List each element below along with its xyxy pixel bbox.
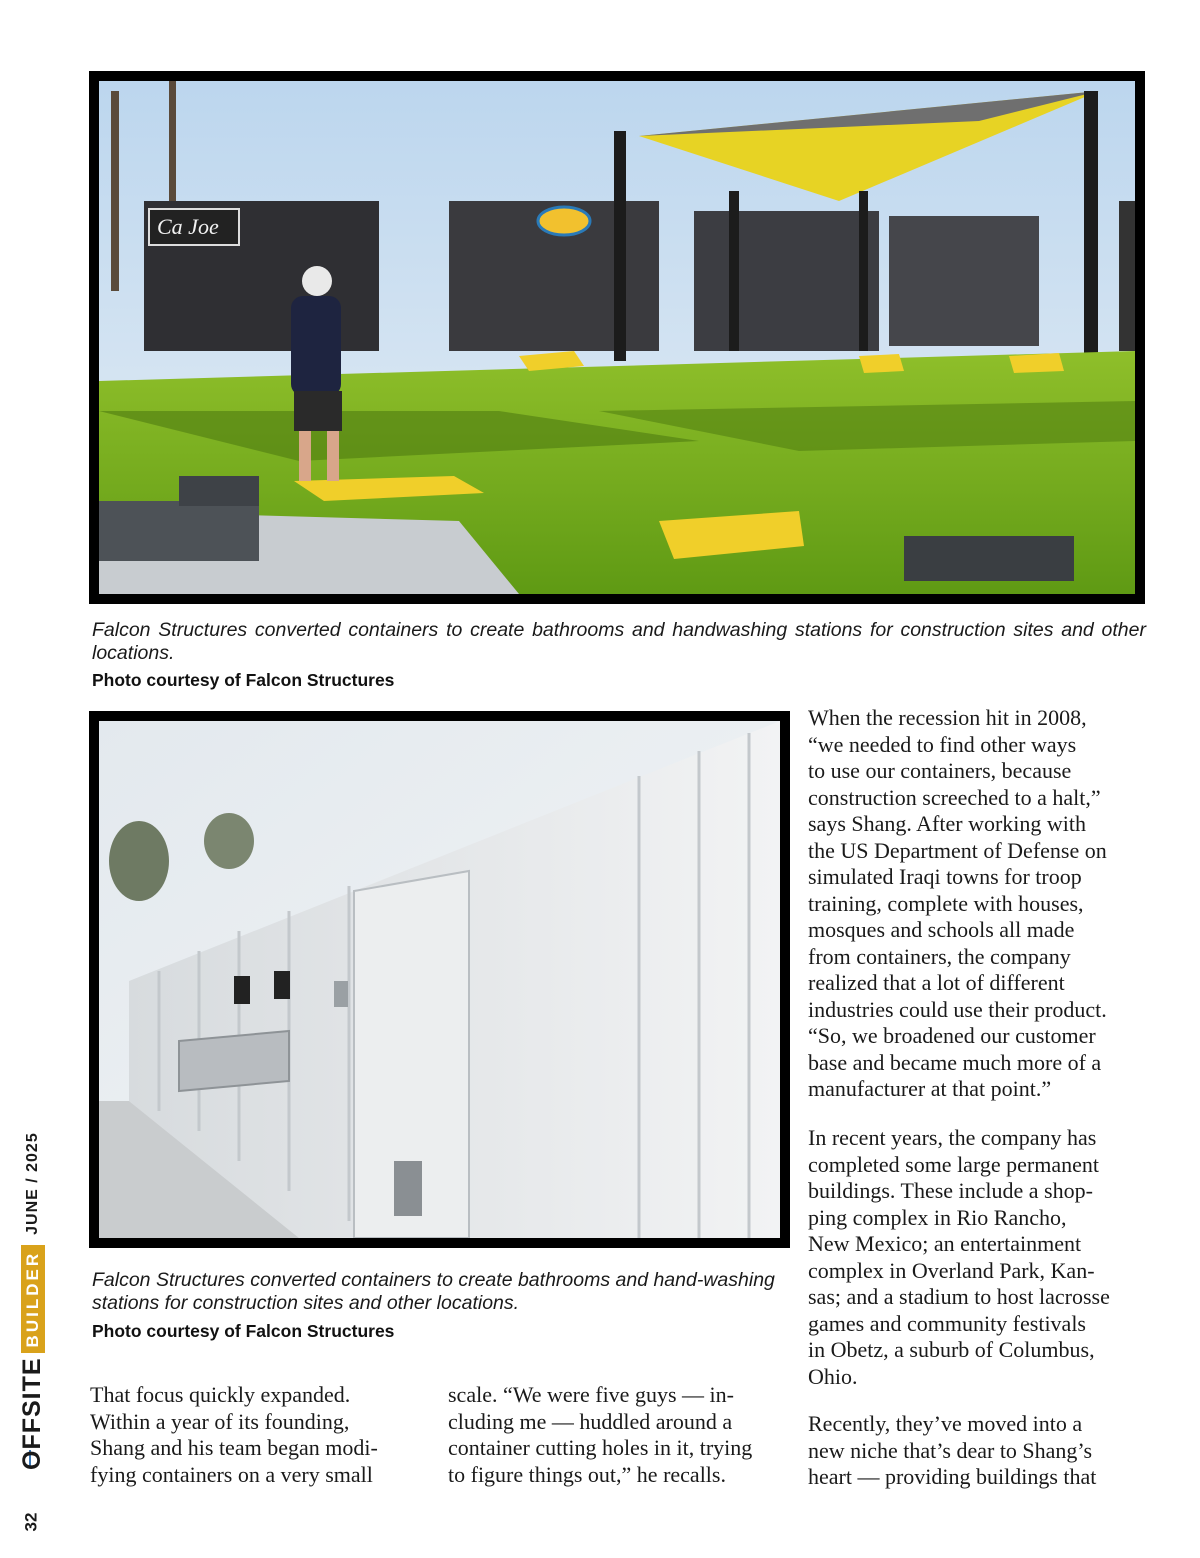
issue-date: JUNE / 2025 (23, 1132, 41, 1235)
body-paragraph: Recently, they’ve moved into a new niche that’s dear to Shang’s heart — providing buildings that (808, 1411, 1097, 1489)
cajoe-sign: Ca Joe (157, 214, 219, 239)
body-paragraph: scale. “We were five guys — in- cluding me — huddled around a container cutting holes in it, trying to figure things out,” he recalls. (448, 1382, 753, 1487)
body-paragraph: When the recession hit in 2008, “we needed to find other ways to use our containers, because construction screeched to a halt,” says Shang. After working with the US Department of Defense on simulated Iraqi towns for troop training, complete with houses, mosques and schools all made from containers, the company realized that a lot of different industries could use their product. “So, we broadened our customer base and became much more of a manufacturer at that point.” (808, 705, 1107, 1101)
photo-credit: Photo courtesy of Falcon Structures (92, 1321, 395, 1341)
page-number: 32 (21, 1512, 41, 1532)
body-paragraph: In recent years, the company has completed some large permanent buildings. These include a shop- ping complex in Rio Rancho, New Mexico; an entertainment complex in Overland Park, Kan- sas; and a stadium to host lacrosse games and community festivals in Obetz, a suburb of Columbus, Ohio. (808, 1125, 1110, 1389)
body-paragraph: That focus quickly expanded. Within a year of its founding, Shang and his team began modi- fying containers on a very small (90, 1382, 378, 1487)
photo-caption: Falcon Structures converted containers to create bathrooms and hand-washing stations for construction sites and other locations. (92, 1269, 775, 1314)
photo-credit: Photo courtesy of Falcon Structures (92, 670, 395, 690)
photo-handwashing-container (89, 711, 790, 1248)
photo-container-plaza-image (99, 81, 1135, 594)
brand-offsite: OFFSITE (18, 1357, 46, 1470)
brand-builder: BUILDER (21, 1245, 45, 1354)
photo-caption: Falcon Structures converted containers to create bathrooms and handwashing stations for construction sites and other locations. (92, 619, 1146, 664)
photo-handwashing-container-image (99, 721, 780, 1238)
photo-container-plaza (89, 71, 1145, 604)
